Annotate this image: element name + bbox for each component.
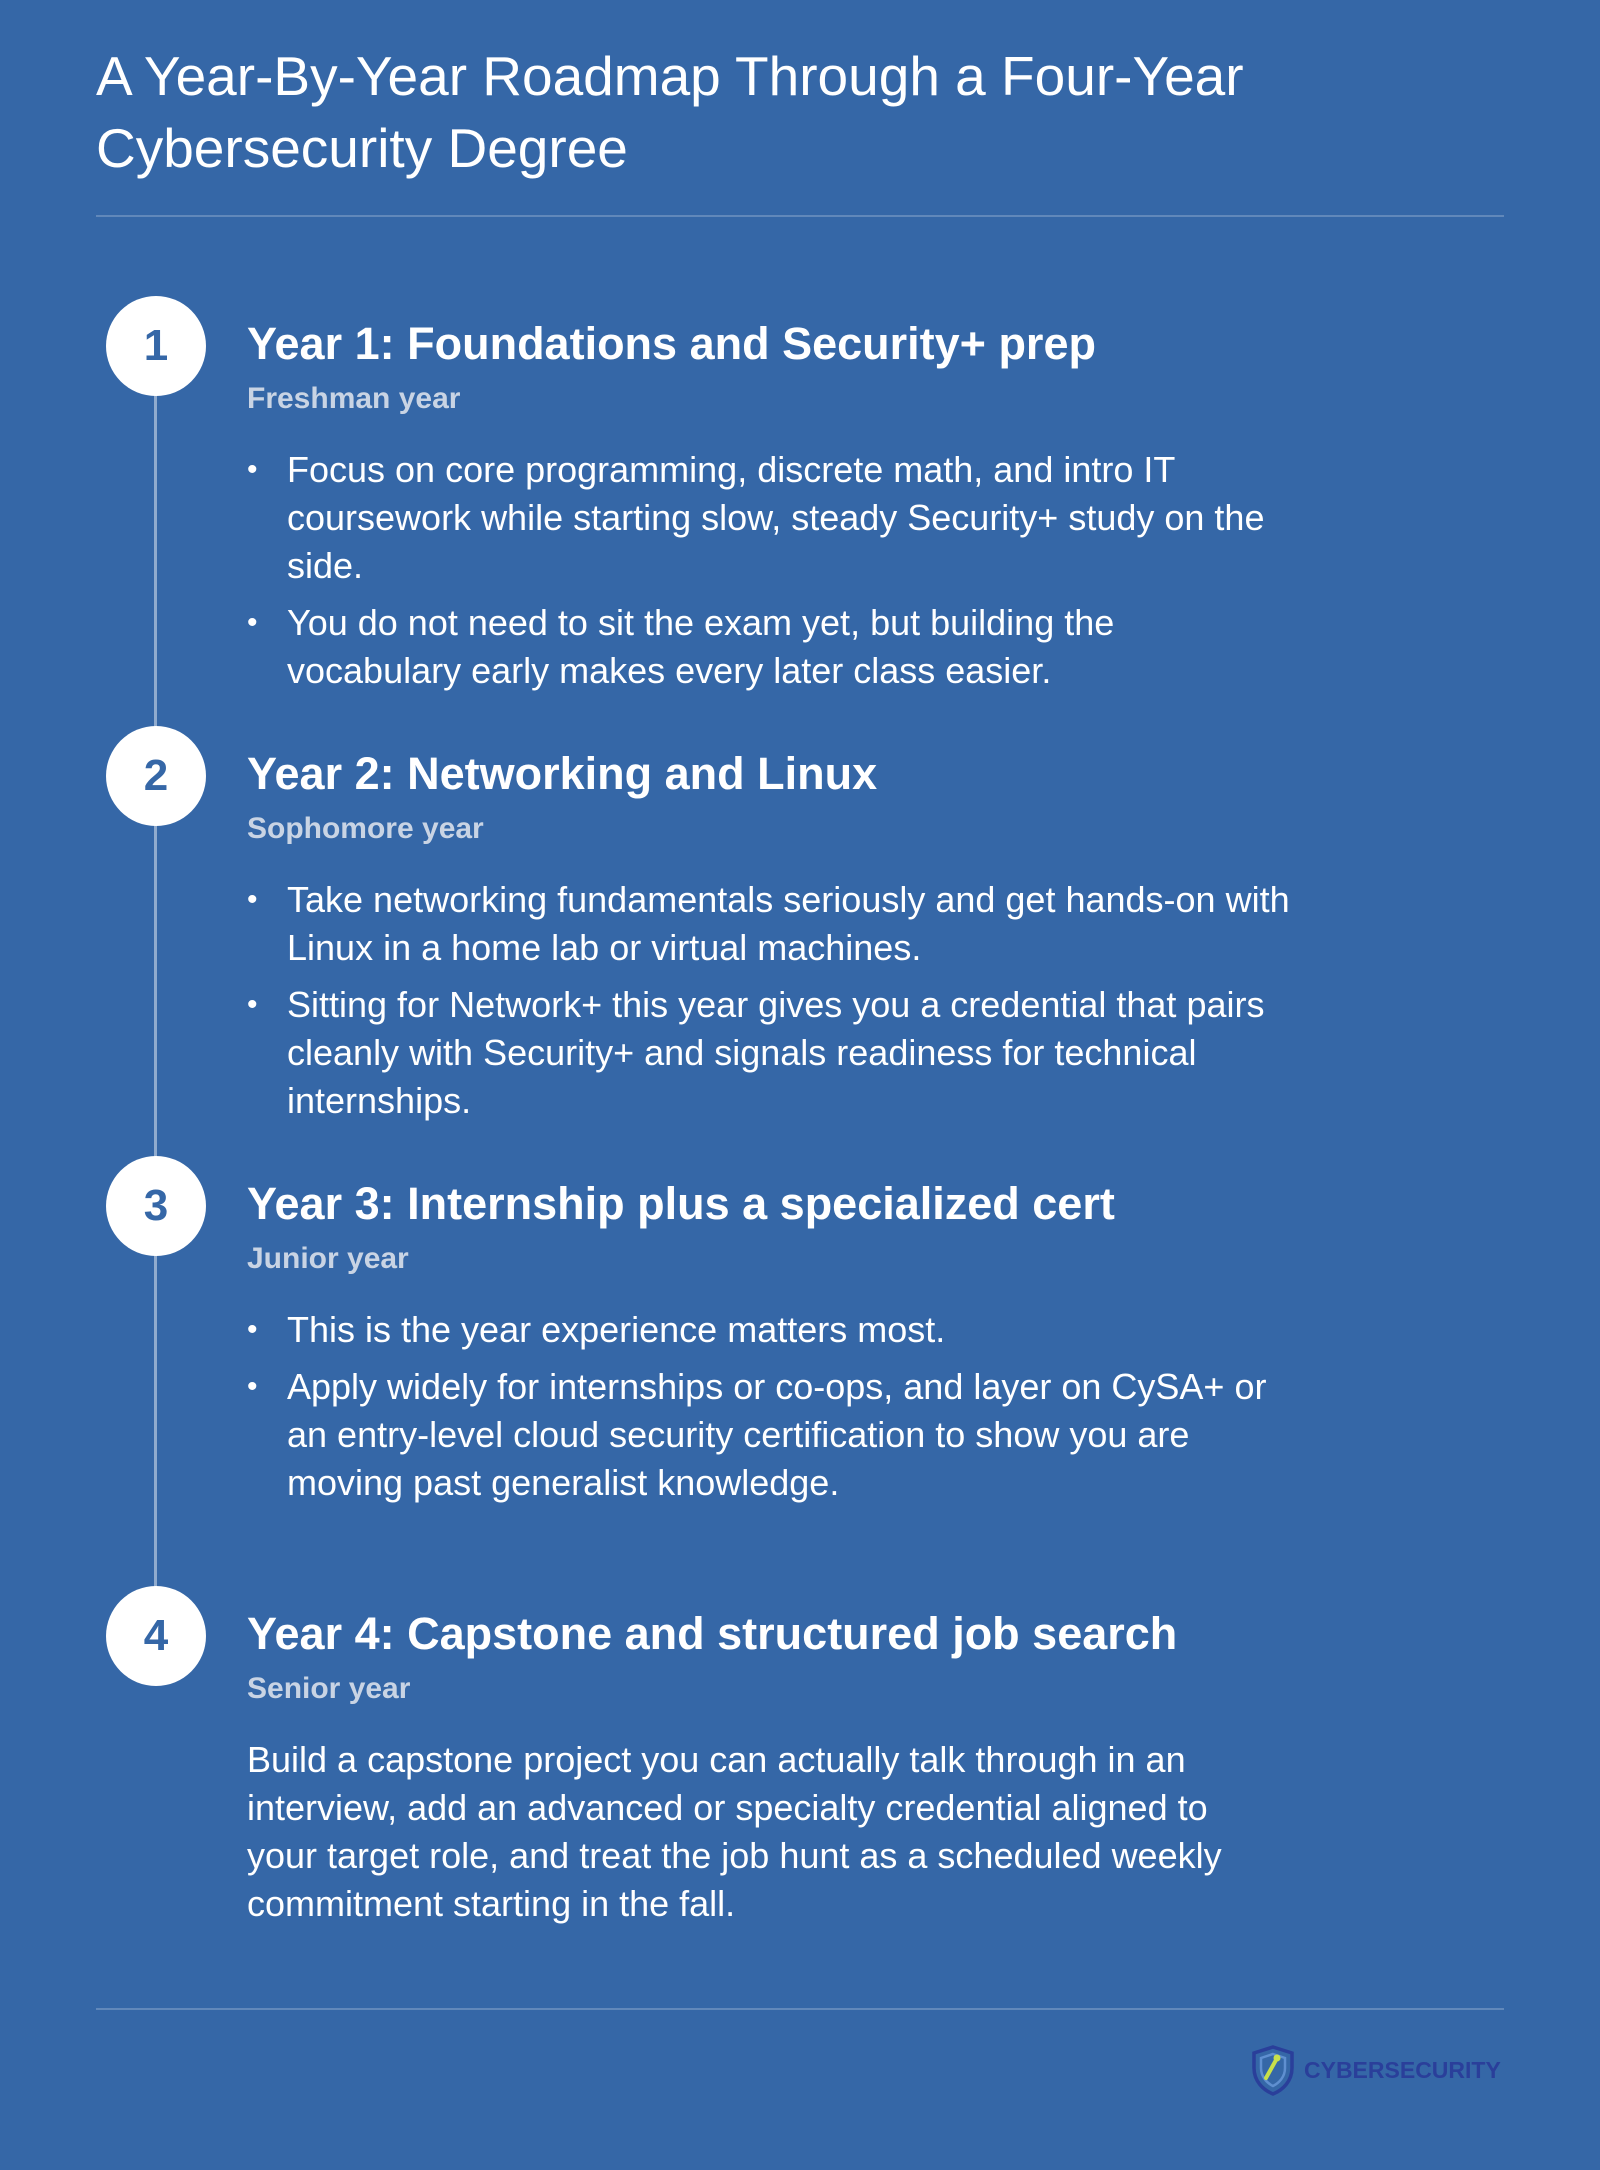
bullet-item xyxy=(247,981,1297,1125)
step-subtitle: Senior year xyxy=(247,1672,411,1705)
bullet-dot: • xyxy=(247,453,258,486)
step-number-badge: 1 xyxy=(106,296,206,396)
shield-icon xyxy=(1250,2044,1296,2096)
step-subtitle: Sophomore year xyxy=(247,812,484,845)
step-bullet-list xyxy=(247,1306,1297,1516)
bullet-dot: • xyxy=(247,883,258,916)
step-title: Year 4: Capstone and structured job search xyxy=(247,1608,1178,1659)
bullet-text: This is the year experience matters most. xyxy=(287,1309,946,1350)
bullet-text: Focus on core programming, discrete math, and intro IT coursework while starting slow, steady Security+ study on the side. xyxy=(287,449,1265,586)
brand-logo xyxy=(1250,2042,1501,2098)
bullet-item xyxy=(247,1363,1297,1507)
step-paragraph: Build a capstone project you can actually talk through in an interview, add an advanced or specialty credential aligned to your target role, and treat the job hunt as a scheduled weekly commitment starting in the fall. xyxy=(247,1739,1222,1924)
bullet-dot: • xyxy=(247,988,258,1021)
bullet-dot: • xyxy=(247,1370,258,1403)
bullet-text: You do not need to sit the exam yet, but building the vocabulary early makes every later class easier. xyxy=(287,602,1115,691)
page-title: A Year-By-Year Roadmap Through a Four-Year Cybersecurity Degree xyxy=(96,45,1244,179)
step-subtitle: Junior year xyxy=(247,1242,409,1275)
bullet-dot: • xyxy=(247,1313,258,1346)
bullet-dot: • xyxy=(247,606,258,639)
step-bullet-list xyxy=(247,876,1297,1134)
bullet-item xyxy=(247,1306,1297,1354)
step-title: Year 3: Internship plus a specialized cert xyxy=(247,1178,1115,1229)
step-number-badge: 2 xyxy=(106,726,206,826)
bullet-text: Sitting for Network+ this year gives you a credential that pairs cleanly with Security+ and signals readiness for technical internships. xyxy=(287,984,1265,1121)
bullet-text: Apply widely for internships or co-ops, and layer on CySA+ or an entry-level cloud security certification to show you are moving past generalist knowledge. xyxy=(287,1366,1267,1503)
top-divider xyxy=(96,215,1504,217)
bullet-item xyxy=(247,599,1297,695)
step-title: Year 1: Foundations and Security+ prep xyxy=(247,318,1096,369)
step-number-badge: 4 xyxy=(106,1586,206,1686)
step-title: Year 2: Networking and Linux xyxy=(247,748,878,799)
brand-name: CYBERSECURITY xyxy=(1304,2056,1501,2083)
bullet-item xyxy=(247,446,1297,590)
bottom-divider xyxy=(96,2008,1504,2010)
step-number-badge: 3 xyxy=(106,1156,206,1256)
timeline-line xyxy=(154,350,157,1640)
step-bullet-list xyxy=(247,446,1297,704)
bullet-item xyxy=(247,876,1297,972)
bullet-text: Take networking fundamentals seriously and get hands-on with Linux in a home lab or virtual machines. xyxy=(287,879,1290,968)
step-subtitle: Freshman year xyxy=(247,382,461,415)
